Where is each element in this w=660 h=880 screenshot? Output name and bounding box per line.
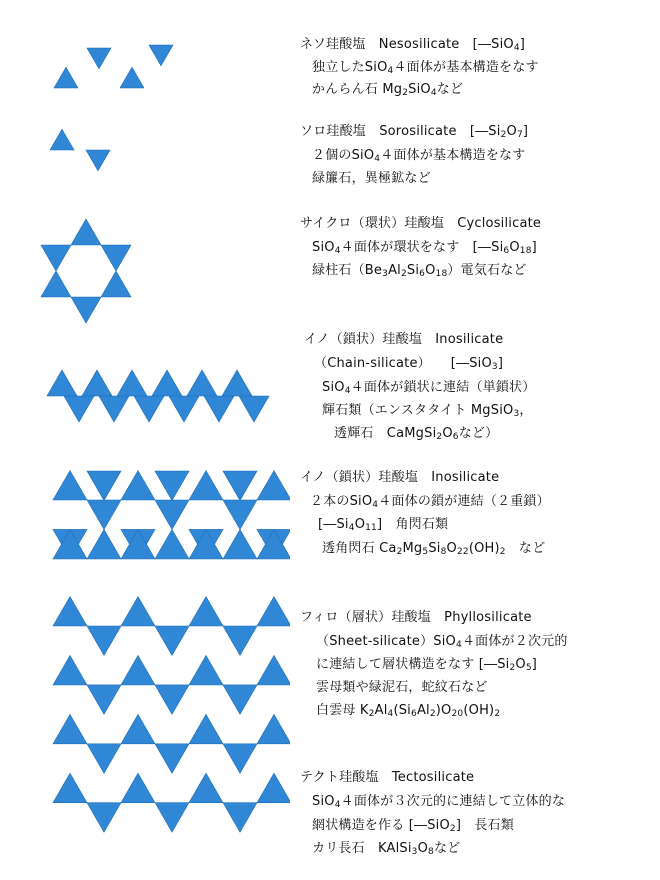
tetrahedron-triangle [189,655,223,684]
tetrahedron-triangle [223,685,257,714]
tetrahedron-triangle [117,370,147,396]
tetrahedron-triangle [189,773,223,802]
tetrahedron-triangle [257,471,290,500]
tetrahedron-triangle [257,655,290,684]
tetrahedron-triangle [53,773,87,802]
tetrahedron-triangle [87,500,121,529]
section-examples: かんらん石 $Mg_2SiO_4$など [312,82,464,98]
tetrahedron-triangle [53,597,87,626]
section-title: イノ（鎖状）珪酸塩 Inosilicate [304,332,504,347]
tetrahedron-triangle [87,744,121,773]
section-title: ネソ珪酸塩 Nesosilicate [―SiO$_4$] [300,37,526,53]
section-examples: カリ長石 $KAlSi_3O_8$など [312,841,461,857]
tetrahedron-triangle [87,471,121,500]
tetrahedron-triangle [53,714,87,743]
tetrahedron-triangle [101,271,131,297]
tetrahedron-triangle [47,370,77,396]
section-description: 独立したSiO$_4$４面体が基本構造をなす [312,60,539,76]
sorosilicate-tetrahedra [50,129,110,171]
tetrahedron-triangle [155,500,189,529]
tetrahedron-triangle [187,370,217,396]
section-title: サイクロ（環状）珪酸塩 Cyclosilicate [300,216,542,231]
tetrahedron-triangle [82,370,112,396]
tetrahedron-triangle [121,471,155,500]
tetrahedron-triangle [41,271,71,297]
section-examples-cont: 透輝石 $CaMgSi_2O_6$など） [334,426,499,442]
section-examples: 緑柱石$(Be_3Al_2Si_6O_{18})$電気石など [312,263,527,279]
tetrahedron-triangle [189,471,223,500]
section-description: ２本のSiO$_4$４面体の鎖が連結（２重鎖） [310,494,550,510]
tetrahedron-triangle [121,773,155,802]
single-chain-tetrahedra [47,370,269,422]
tetrahedron-triangle [223,626,257,655]
tetrahedron-triangle [155,803,189,832]
tetrahedron-triangle [120,67,144,88]
section-formula: $[―Si_4O_{11}]$ 角閃石類 [318,517,449,533]
section-description: ２個のSiO$_4$４面体が基本構造をなす [312,148,526,164]
tetrahedron-triangle [87,803,121,832]
tetrahedron-triangle [223,744,257,773]
tetrahedron-triangle [239,396,269,422]
tetrahedron-triangle [87,48,111,69]
tetrahedron-triangle [87,529,121,558]
double-chain-tetrahedra [53,471,290,559]
section-examples: 雲母類や緑泥石，蛇紋石など [316,680,488,695]
section-description: SiO$_4$４面体が環状をなす $[―Si_6O_{18}]$ [312,240,537,256]
tetrahedron-triangle [155,685,189,714]
tetrahedron-triangle [204,396,234,422]
tetrahedron-triangle [64,396,94,422]
tetrahedron-triangle [149,45,173,66]
nesosilicate-tetrahedra [54,45,173,88]
tetrahedron-triangle [189,714,223,743]
section-formula: 網状構造を作る [―SiO$_2$] 長石類 [312,818,514,834]
tetrahedron-triangle [257,714,290,743]
tetrahedron-triangle [223,500,257,529]
tetrahedron-triangle [223,529,257,558]
section-examples: 緑簾石，異極鉱など [312,171,431,186]
tetrahedron-triangle [155,626,189,655]
tetrahedron-triangle [155,471,189,500]
tetrahedron-triangle [121,714,155,743]
tetrahedron-triangle [87,685,121,714]
tetrahedron-triangle [257,597,290,626]
tetrahedron-triangle [53,655,87,684]
tetrahedron-triangle [152,370,182,396]
tetrahedron-triangle [257,773,290,802]
silicate-structure-diagrams [0,0,290,880]
section-description: （Sheet-silicate）SiO$_4$４面体が２次元的 [316,634,568,650]
section-examples: 透角閃石 $Ca_2Mg_5Si_8O_{22}(OH)_2$ など [322,541,546,557]
section-description: SiO$_4$４面体が３次元的に連結して立体的な [312,794,566,810]
section-formula: 白雲母 $K_2Al_4(Si_6Al_2)O_{20}(OH)_2$ [316,703,501,719]
section-title: フィロ（層状）珪酸塩 Phyllosilicate [300,610,532,625]
tetrahedron-triangle [54,67,78,88]
tetrahedron-triangle [99,396,129,422]
tetrahedron-triangle [121,655,155,684]
section-title: イノ（鎖状）珪酸塩 Inosilicate [300,470,500,485]
tetrahedron-triangle [87,626,121,655]
section-title: テクト珪酸塩 Tectosilicate [300,770,475,785]
tetrahedron-triangle [53,471,87,500]
section-description: SiO$_4$４面体が鎖状に連結（単鎖状） [322,380,536,396]
tetrahedron-triangle [222,370,252,396]
tetrahedron-triangle [121,597,155,626]
section-title: ソロ珪酸塩 Sorosilicate $[―Si_2O_7]$ [300,124,529,140]
tetrahedron-triangle [169,396,199,422]
tetrahedron-triangle [189,597,223,626]
sheet-tetrahedra [53,597,290,833]
section-description-cont: に連結して層状構造をなす $[―Si_2O_5]$ [316,657,538,673]
tetrahedron-triangle [134,396,164,422]
section-subtitle: （Chain-silicate） [―SiO$_3$] [314,356,504,372]
tetrahedron-triangle [155,744,189,773]
tetrahedron-triangle [101,245,131,271]
tetrahedron-triangle [223,471,257,500]
cyclosilicate-ring [41,219,131,323]
tetrahedron-triangle [155,529,189,558]
section-examples: 輝石類（エンスタタイト MgSiO$_3$， [322,403,533,419]
tetrahedron-triangle [41,245,71,271]
tetrahedron-triangle [71,219,101,245]
tetrahedron-triangle [50,129,74,150]
tetrahedron-triangle [223,803,257,832]
tetrahedron-triangle [71,297,101,323]
tetrahedron-triangle [86,150,110,171]
